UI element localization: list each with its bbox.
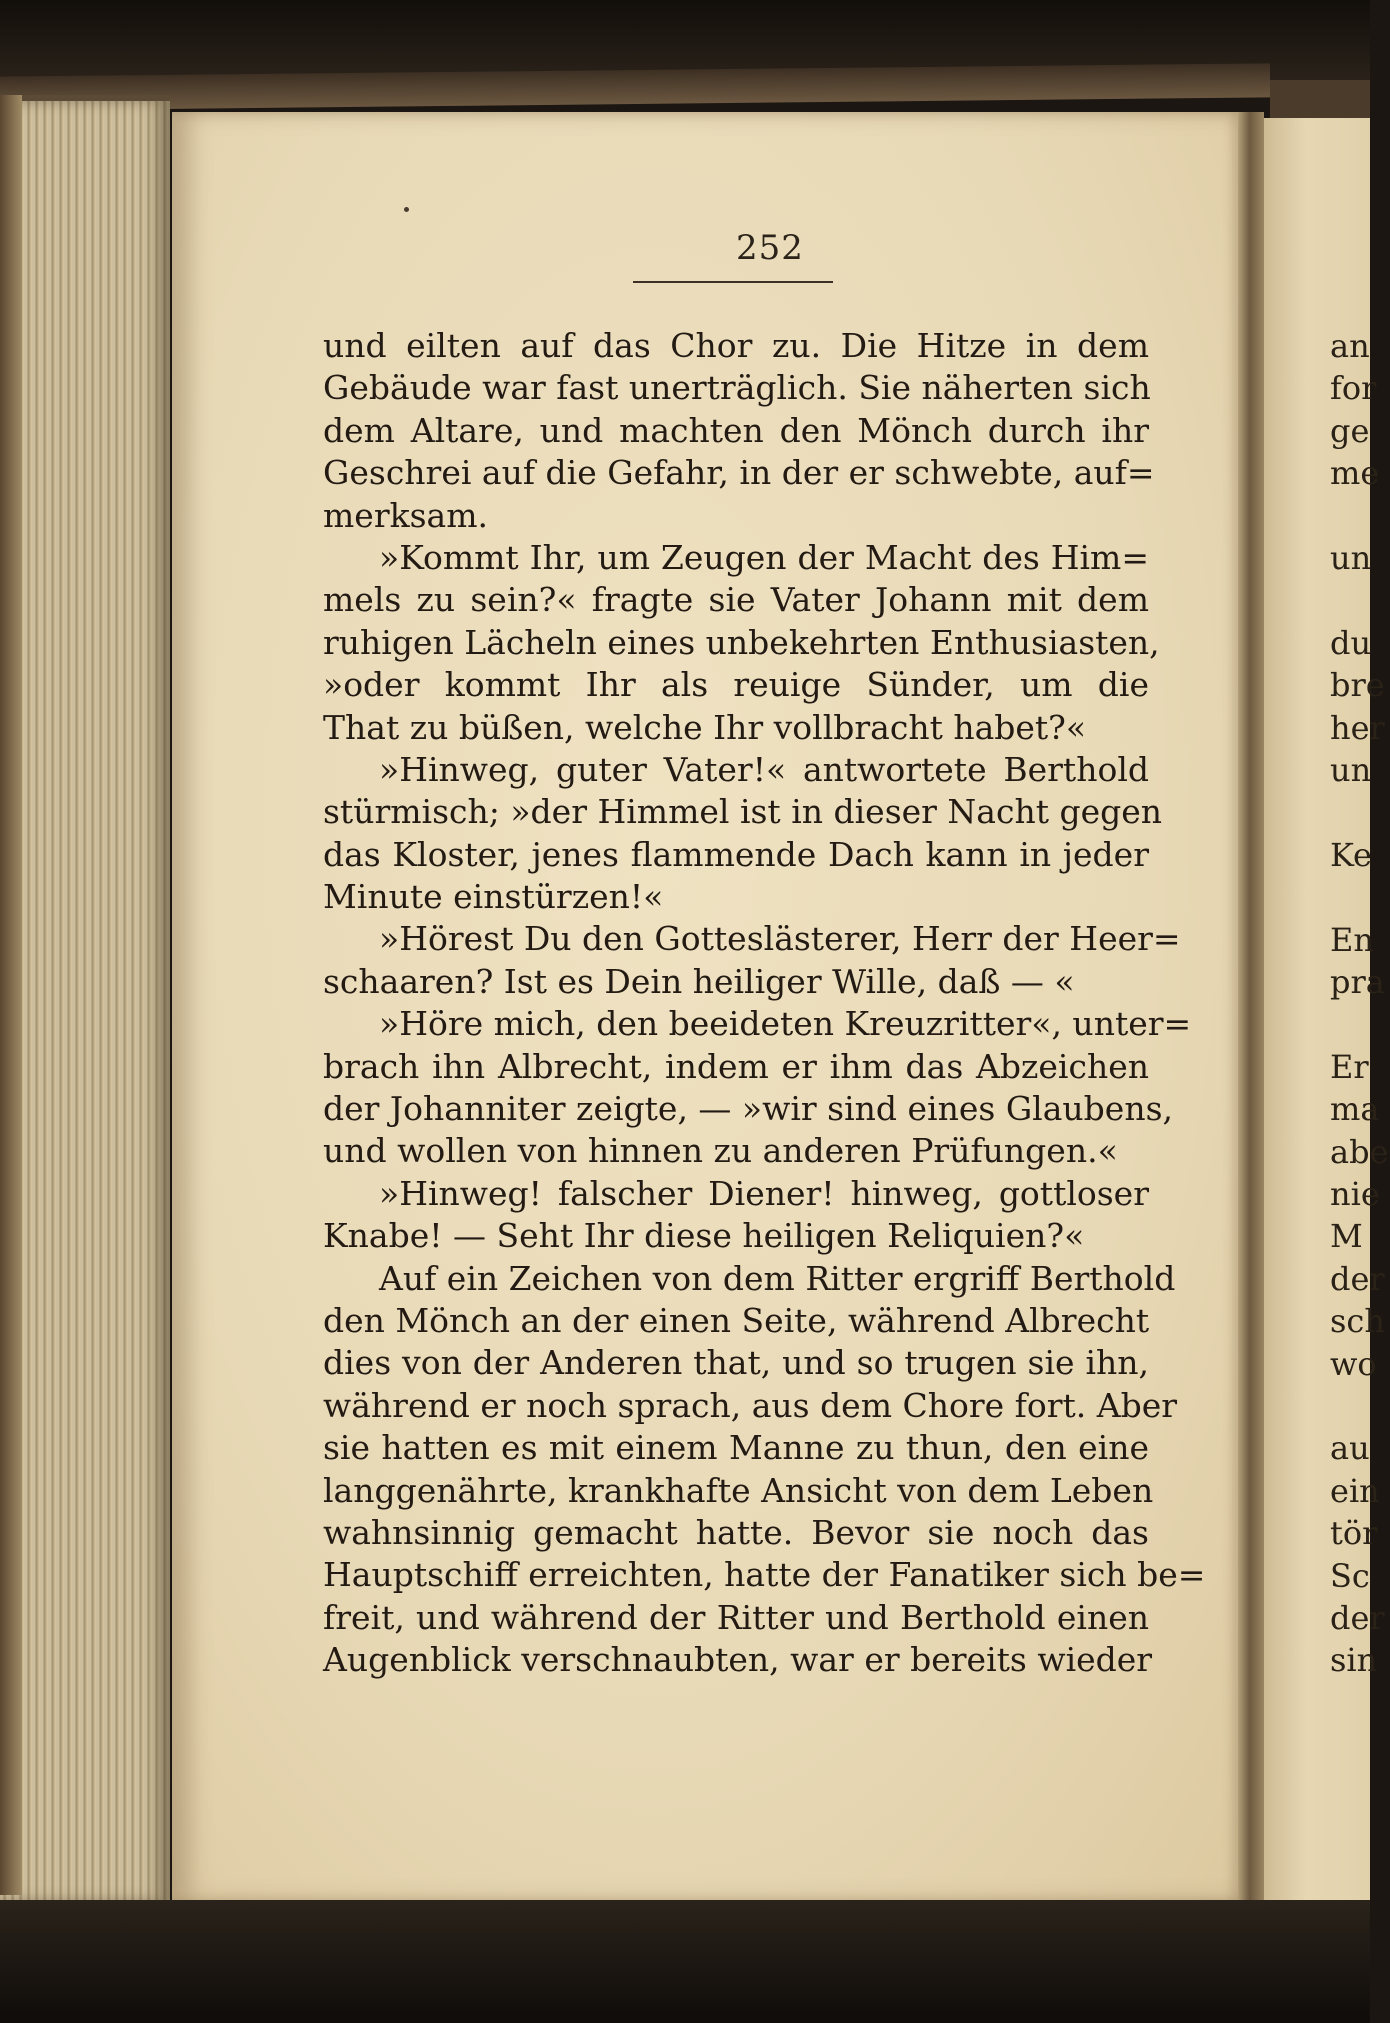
facing-page-fragment: Sc (1330, 1556, 1370, 1595)
text-line: der Johanniter zeigte, — »wir sind eines Glaubens, (323, 1089, 1173, 1129)
page-number: 252 (736, 228, 804, 268)
book-gutter (1238, 112, 1264, 1902)
text-line: Knabe! — Seht Ihr diese heiligen Reliquien?« (323, 1216, 1085, 1256)
text-line: sie hatten es mit einem Manne zu thun, den eine (323, 1428, 1149, 1468)
text-line: »Kommt Ihr, um Zeugen der Macht des Him= (379, 537, 1149, 577)
text-line: That zu büßen, welche Ihr vollbracht habet?« (323, 707, 1087, 747)
book-cover-right (1270, 80, 1370, 120)
body-text (323, 325, 1206, 1682)
facing-page-fragment: nie (1330, 1175, 1380, 1213)
text-line: brach ihn Albrecht, indem er ihm das Abzeichen (323, 1046, 1149, 1086)
facing-page-fragment: abe (1330, 1132, 1389, 1171)
text-line: wahnsinnig gemacht hatte. Bevor sie noch das (323, 1512, 1149, 1552)
text-line: »Hörest Du den Gotteslästerer, Herr der Heer= (379, 919, 1181, 959)
background-bottom (0, 1900, 1370, 2023)
facing-page-fragment: ma (1330, 1090, 1380, 1129)
facing-page-fragment: un (1330, 539, 1372, 577)
book-spine-edge (0, 95, 22, 1895)
text-line: Hauptschiff erreichten, hatte der Fanatiker sich be= (323, 1555, 1206, 1595)
text-line: Geschrei auf die Gefahr, in der er schwebte, auf= (323, 453, 1155, 493)
text-line: während er noch sprach, aus dem Chore fort. Aber (323, 1385, 1178, 1425)
text-line: »Hinweg! falscher Diener! hinweg, gottloser (379, 1173, 1149, 1213)
facing-page-fragment: der (1330, 1259, 1385, 1298)
text-line: mels zu sein?« fragte sie Vater Johann mit dem (323, 580, 1149, 620)
facing-page-fragment: Er (1330, 1047, 1369, 1086)
text-line: dies von der Anderen that, und so trugen sie ihn, (323, 1343, 1149, 1383)
page-edges-stack (0, 95, 170, 1911)
facing-page-fragment: pra (1330, 963, 1385, 1001)
facing-page-fragment: ein (1330, 1471, 1380, 1510)
facing-page-fragment: bre (1330, 666, 1385, 705)
facing-page-fragment: M (1330, 1217, 1363, 1256)
text-line: merksam. (323, 495, 488, 535)
text-line: »Hinweg, guter Vater!« antwortete Berthold (379, 749, 1149, 789)
text-line: und eilten auf das Chor zu. Die Hitze in dem (323, 326, 1149, 365)
text-line: dem Altare, und machten den Mönch durch ihr (323, 410, 1149, 450)
facing-page-fragment: for (1330, 369, 1377, 408)
facing-page-fragment: au (1330, 1429, 1370, 1468)
facing-page-fragment: Ke (1330, 835, 1372, 874)
text-line: das Kloster, jenes flammende Dach kann in jeder (323, 834, 1149, 874)
facing-page-fragment: an (1330, 327, 1370, 365)
facing-page-fragment: me (1330, 454, 1380, 493)
facing-page-fragment: ge (1330, 411, 1370, 450)
facing-page-fragment: du (1330, 623, 1372, 662)
text-line: »Höre mich, den beeideten Kreuzritter«, unter= (379, 1004, 1192, 1044)
text-line: und wollen von hinnen zu anderen Prüfungen.« (323, 1131, 1118, 1171)
facing-page-fragment: her (1330, 708, 1385, 747)
text-line: Gebäude war fast unerträglich. Sie näherten sich (323, 368, 1151, 408)
facing-page-fragment: sch (1330, 1302, 1385, 1341)
facing-page-fragment: sin (1330, 1641, 1378, 1680)
text-line: schaaren? Ist es Dein heiliger Wille, daß — « (323, 961, 1075, 1001)
text-line: den Mönch an der einen Seite, während Albrecht (323, 1300, 1150, 1340)
text-line: freit, und während der Ritter und Berthold einen (323, 1597, 1149, 1637)
text-line: Minute einstürzen!« (323, 877, 664, 917)
ink-speck (404, 207, 409, 212)
facing-page-fragment: En (1330, 920, 1374, 959)
facing-page-fragment: un (1330, 751, 1372, 789)
text-line: Auf ein Zeichen von dem Ritter ergriff Berthold (379, 1258, 1176, 1298)
text-line: ruhigen Lächeln eines unbekehrten Enthusiasten, (323, 622, 1160, 662)
header-rule (633, 281, 833, 283)
text-line: stürmisch; »der Himmel ist in dieser Nacht gegen (323, 792, 1163, 832)
text-line: langgenährte, krankhafte Ansicht von dem Leben (323, 1470, 1154, 1510)
facing-page-fragment: tör (1330, 1514, 1378, 1553)
text-line: Augenblick verschnaubten, war er bereits wieder (323, 1640, 1153, 1680)
text-line: »oder kommt Ihr als reuige Sünder, um die (323, 665, 1149, 705)
facing-page-fragment: wo (1330, 1344, 1377, 1383)
facing-page-fragment: der (1330, 1599, 1385, 1637)
